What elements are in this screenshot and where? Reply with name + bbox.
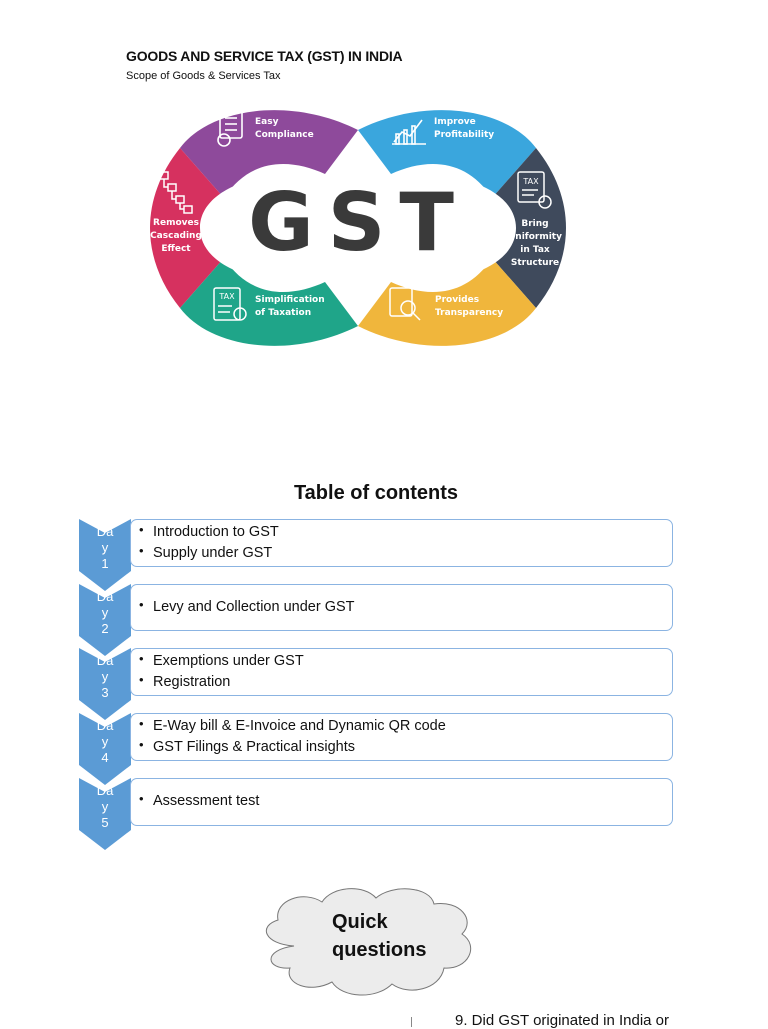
- toc-row: [79, 713, 673, 787]
- toc-row: [79, 584, 673, 658]
- day-label: Da y 1: [96, 524, 114, 571]
- gst-center-text: GST: [248, 176, 468, 269]
- svg-text:TAX: TAX: [219, 292, 235, 301]
- segment-label: Bring Uniformity in Tax Structure: [508, 219, 562, 268]
- segment-label: Provides Transparency: [435, 295, 504, 318]
- toc-box: [130, 519, 673, 567]
- toc-row: [79, 778, 673, 852]
- toc-title: Table of contents: [293, 482, 459, 504]
- segment-label: Removes Cascading Effect: [150, 218, 202, 254]
- cloud-line-1: Quick: [332, 911, 388, 933]
- question-9-text: 9. Did GST originated in India or: [455, 1012, 670, 1029]
- toc-item: • Exemptions under GST: [139, 651, 672, 672]
- segment-label: Easy Compliance: [255, 117, 314, 140]
- toc-item: • Assessment test: [139, 791, 672, 812]
- document-title: GOODS AND SERVICE TAX (GST) IN INDIA: [126, 48, 403, 64]
- toc-item: • Levy and Collection under GST: [139, 597, 672, 618]
- gst-infographic: [140, 98, 576, 348]
- toc-item: • Registration: [139, 672, 672, 693]
- day-label: Da y 4: [96, 718, 114, 765]
- cloud-line-2: questions: [332, 939, 427, 961]
- segment-label: Improve Profitability: [434, 117, 495, 140]
- toc-box: [130, 584, 673, 631]
- toc-item: • GST Filings & Practical insights: [139, 737, 672, 758]
- toc-box: [130, 648, 673, 696]
- day-label: Da y 5: [96, 783, 114, 830]
- toc-item: • Supply under GST: [139, 543, 672, 564]
- page-divider: [411, 1017, 412, 1027]
- quick-questions-label: [332, 908, 426, 964]
- day-label: Da y 2: [96, 589, 114, 636]
- toc-box: [130, 778, 673, 826]
- toc-box: [130, 713, 673, 761]
- toc-item: • E-Way bill & E-Invoice and Dynamic QR code: [139, 716, 672, 737]
- day-label: Da y 3: [96, 653, 114, 700]
- toc-row: [79, 648, 673, 722]
- toc-row: [79, 519, 673, 593]
- svg-text:TAX: TAX: [523, 177, 539, 186]
- document-subtitle: Scope of Goods & Services Tax: [126, 70, 281, 82]
- segment-label: Simplification of Taxation: [255, 295, 325, 318]
- toc-item: • Introduction to GST: [139, 522, 672, 543]
